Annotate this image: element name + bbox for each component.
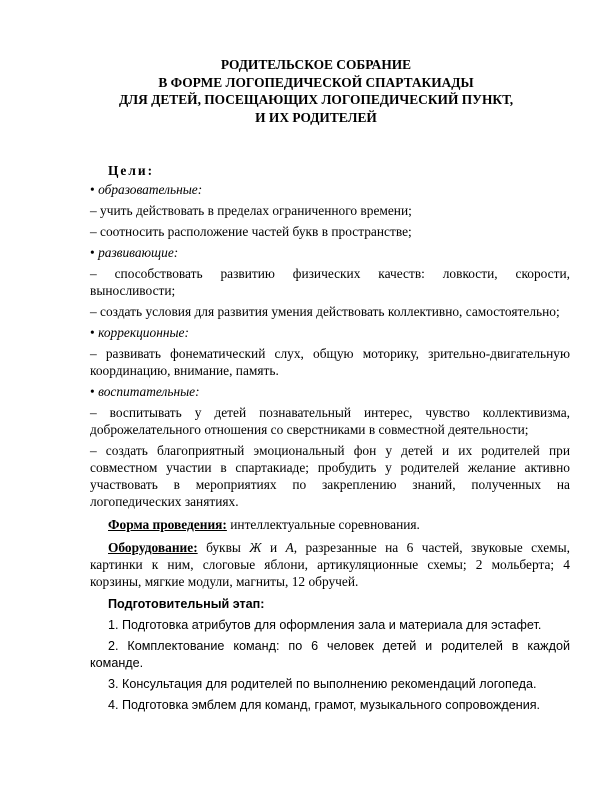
title-line-3: ДЛЯ ДЕТЕЙ, ПОСЕЩАЮЩИХ ЛОГОПЕДИЧЕСКИЙ ПУНКТ, [118, 92, 514, 108]
bullet-icon: • [90, 325, 95, 340]
educational-heading-text: образовательные: [98, 182, 203, 197]
preparatory-item: 2. Комплектование команд: по 6 человек детей и родителей в каждой команде. [90, 639, 570, 670]
form-value: интеллектуальные соревнования. [230, 517, 420, 532]
developmental-heading-text: развивающие: [98, 245, 179, 260]
upbringing-heading-text: воспитательные: [98, 384, 200, 399]
equipment-text-before: буквы [206, 540, 241, 555]
equipment-letter-1: Ж [249, 540, 262, 555]
educational-item: – соотносить расположение частей букв в пространстве; [90, 224, 412, 239]
upbringing-heading [90, 383, 570, 400]
equipment-text-after: , разрезанные на 6 частей, звуковые схемы, картинки к ним, слоговые яблони, артикуляционные схемы; 2 мольберта; 4 корзины, мягкие модули, магниты, 12 обручей. [90, 540, 570, 589]
corrective-heading [90, 324, 570, 341]
title-line-4: И ИХ РОДИТЕЛЕЙ [255, 109, 377, 125]
educational-heading [90, 181, 570, 198]
bullet-icon: • [90, 384, 95, 399]
developmental-item: – способствовать развитию физических качеств: ловкости, скорости, выносливости; [90, 266, 570, 298]
developmental-heading [90, 244, 570, 261]
preparatory-item: 1. Подготовка атрибутов для оформления зала и материала для эстафет. [108, 618, 542, 632]
preparatory-section [90, 596, 570, 714]
equipment-paragraph [90, 539, 570, 590]
form-label: Форма проведения: [108, 517, 227, 532]
preparatory-item: 3. Консультация для родителей по выполнению рекомендаций логопеда. [108, 677, 537, 691]
educational-item: – учить действовать в пределах ограниченного времени; [90, 203, 412, 218]
preparatory-heading: Подготовительный этап: [108, 597, 265, 611]
corrective-item: – развивать фонематический слух, общую моторику, зрительно-двигательную координацию, внимание, память. [90, 346, 570, 378]
equipment-conjunction: и [269, 540, 278, 555]
form-paragraph [90, 516, 570, 533]
preparatory-item: 4. Подготовка эмблем для команд, грамот, музыкального сопровождения. [108, 698, 541, 712]
upbringing-item: – воспитывать у детей познавательный интерес, чувство коллективизма, доброжелательного отношения со сверстниками в совместной деятельности; [90, 405, 570, 437]
upbringing-item: – создать благоприятный эмоциональный фон у детей и их родителей при совместном участии в спартакиаде; пробудить у родителей желание активно участвовать в мероприятиях по закреплению знаний, полученных на логопедических занятиях. [90, 443, 570, 509]
document-body [90, 162, 570, 714]
bullet-icon: • [90, 182, 95, 197]
developmental-item: – создать условия для развития умения действовать коллективно, самостоятельно; [90, 304, 560, 319]
title-line-1: РОДИТЕЛЬСКОЕ СОБРАНИЕ [220, 57, 412, 72]
goals-heading: Цели: [108, 163, 155, 178]
equipment-letter-2: А [285, 540, 294, 555]
bullet-icon: • [90, 245, 95, 260]
title-line-2: В ФОРМЕ ЛОГОПЕДИЧЕСКОЙ СПАРТАКИАДЫ [158, 74, 474, 90]
corrective-heading-text: коррекционные: [98, 325, 189, 340]
document-title [60, 56, 572, 126]
equipment-label: Оборудование: [108, 540, 198, 555]
